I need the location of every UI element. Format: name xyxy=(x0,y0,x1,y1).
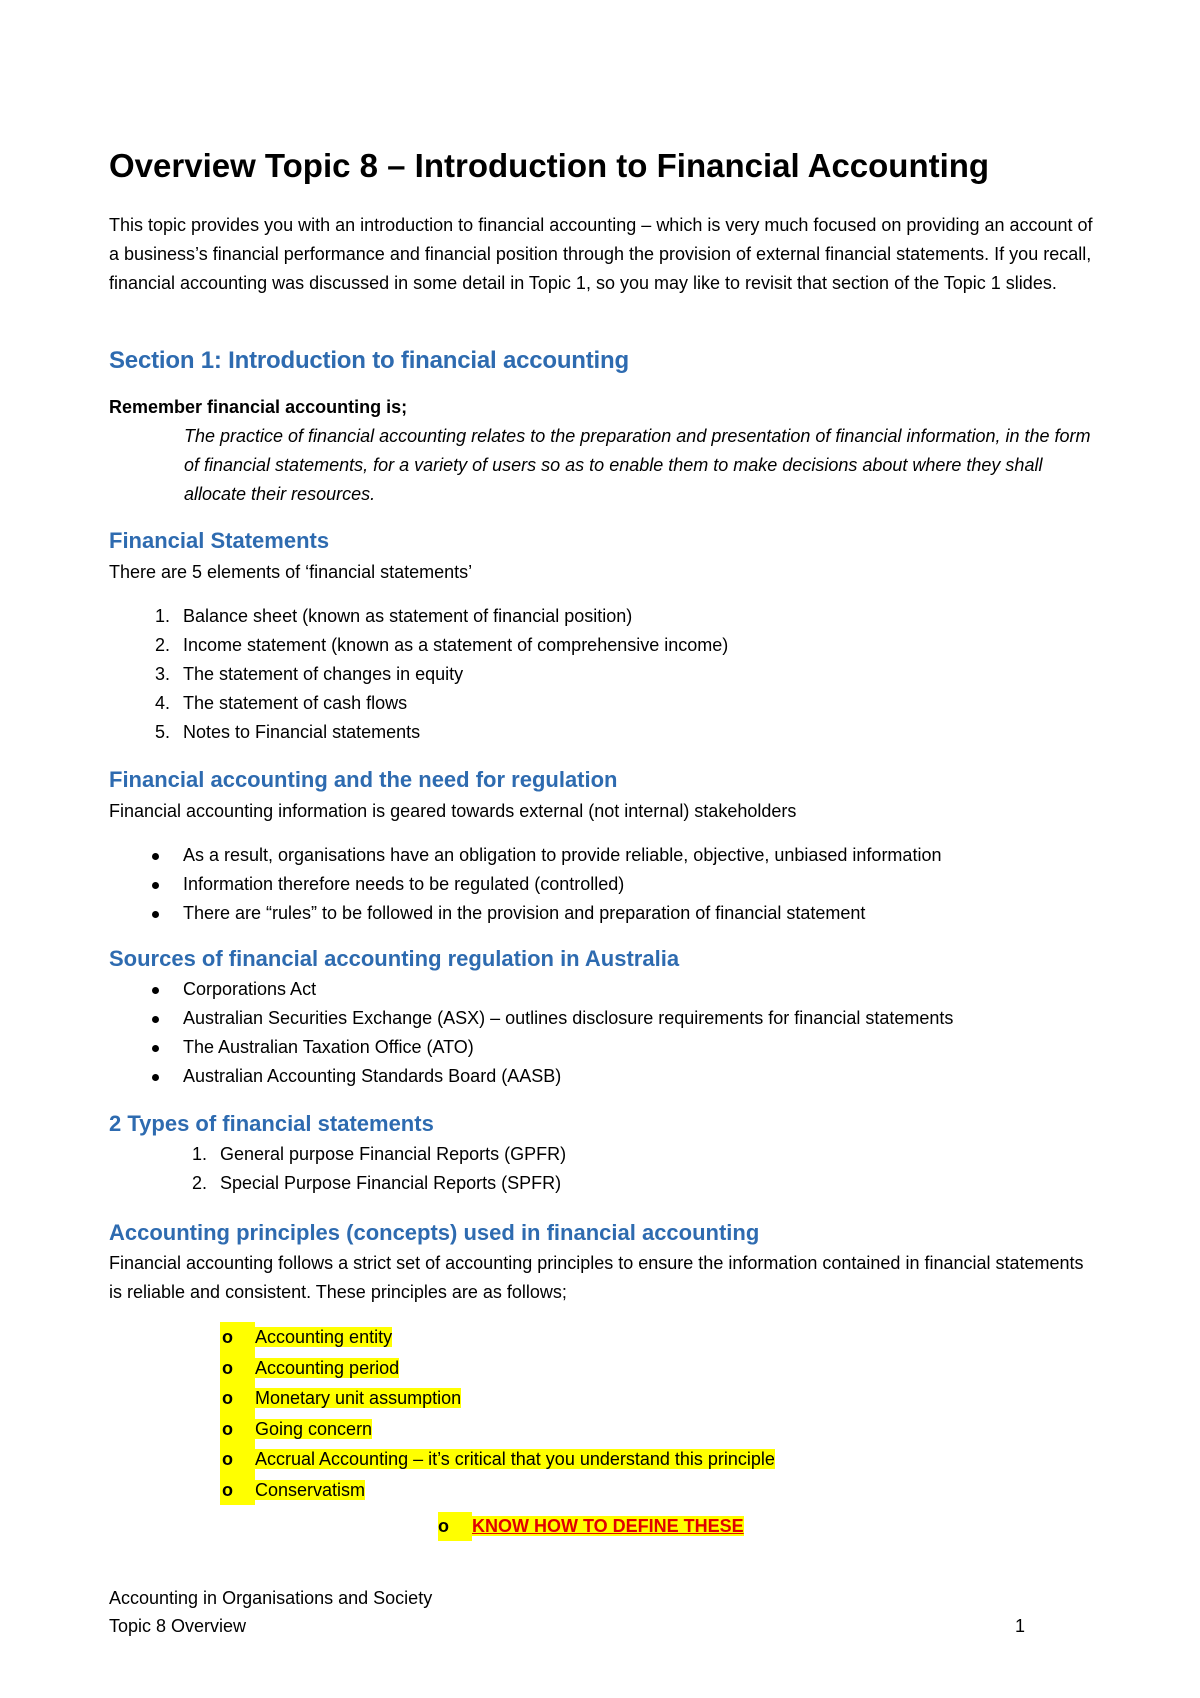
bullet-icon xyxy=(152,1045,159,1052)
list-number: 5. xyxy=(154,722,170,742)
page-number: 1 xyxy=(1015,1616,1026,1636)
principles-lead: Financial accounting follows a strict set of accounting principles to ensure the information contained in financial statements is reliable and consistent. These principles are as follows; xyxy=(109,1253,1084,1302)
list-item-text: The statement of cash flows xyxy=(183,693,408,713)
list-item xyxy=(222,1475,775,1506)
list-item xyxy=(183,1062,953,1091)
list-item xyxy=(183,899,941,928)
list-item xyxy=(191,1140,567,1169)
list-item-text: There are “rules” to be followed in the provision and preparation of financial statement xyxy=(183,903,866,923)
remember-label: Remember financial accounting is; xyxy=(109,397,408,417)
list-item xyxy=(222,1414,775,1445)
page-title: Overview Topic 8 – Introduction to Financial Accounting xyxy=(109,147,990,184)
list-item xyxy=(154,602,728,631)
list-item-text: Notes to Financial statements xyxy=(183,722,421,742)
list-item-text: Going concern xyxy=(255,1418,373,1439)
list-item-text: General purpose Financial Reports (GPFR) xyxy=(220,1144,567,1164)
definition-quote: The practice of financial accounting relates to the preparation and presentation of financial information, in the form of financial statements, for a variety of users so as to enable them to make decisions about where they shall allocate their resources. xyxy=(184,426,1091,504)
footer-doc-name: Topic 8 Overview xyxy=(109,1616,247,1636)
list-item xyxy=(222,1444,775,1475)
bullet-icon xyxy=(152,911,159,918)
bullet-icon xyxy=(152,987,159,994)
list-item xyxy=(222,1383,775,1414)
list-item-text: As a result, organisations have an obligation to provide reliable, objective, unbiased information xyxy=(183,845,942,865)
page-footer xyxy=(109,1584,432,1640)
define-note xyxy=(438,1512,744,1541)
bullet-icon xyxy=(152,1016,159,1023)
list-item-text: The statement of changes in equity xyxy=(183,664,464,684)
types-list xyxy=(191,1140,567,1198)
list-item-text: Accounting period xyxy=(255,1357,400,1378)
list-item-text: Special Purpose Financial Reports (SPFR) xyxy=(220,1173,562,1193)
bullet-icon xyxy=(152,1074,159,1081)
hollow-bullet-icon: o xyxy=(220,1322,255,1353)
list-number: 2. xyxy=(154,635,170,655)
list-item-text: Monetary unit assumption xyxy=(255,1388,462,1408)
list-item xyxy=(154,689,728,718)
list-item xyxy=(154,718,728,747)
section1-heading: Section 1: Introduction to financial accounting xyxy=(109,347,629,374)
list-item xyxy=(222,1322,775,1353)
hollow-bullet-icon: o xyxy=(438,1512,472,1541)
principles-heading: Accounting principles (concepts) used in financial accounting xyxy=(109,1220,760,1245)
hollow-bullet-icon: o xyxy=(220,1444,255,1475)
list-number: 1. xyxy=(191,1144,207,1164)
hollow-bullet-icon: o xyxy=(220,1353,255,1384)
list-item-text: Australian Accounting Standards Board (AASB) xyxy=(183,1066,562,1086)
list-item xyxy=(154,660,728,689)
footer-course-name: Accounting in Organisations and Society xyxy=(109,1588,433,1608)
define-note-text: KNOW HOW TO DEFINE THESE xyxy=(472,1516,744,1536)
list-item xyxy=(183,870,941,899)
bullet-icon xyxy=(152,853,159,860)
list-item xyxy=(183,1033,953,1062)
list-item xyxy=(191,1169,566,1198)
list-item-text: Accrual Accounting – it’s critical that you understand this principle xyxy=(255,1449,775,1469)
list-item xyxy=(222,1353,775,1384)
list-item-text: Corporations Act xyxy=(183,979,317,999)
list-item-text: Australian Securities Exchange (ASX) – outlines disclosure requirements for financial statements xyxy=(183,1008,954,1028)
list-item-text: Income statement (known as a statement of comprehensive income) xyxy=(183,635,729,655)
financial-statements-lead: There are 5 elements of ‘financial statements’ xyxy=(109,562,473,582)
list-item-text: Information therefore needs to be regulated (controlled) xyxy=(183,874,625,894)
principles-list xyxy=(222,1322,775,1505)
list-item xyxy=(183,975,953,1004)
list-item xyxy=(183,841,941,870)
sources-list xyxy=(183,975,953,1091)
bullet-icon xyxy=(152,882,159,889)
regulation-list xyxy=(183,841,941,928)
list-item-text: The Australian Taxation Office (ATO) xyxy=(183,1037,474,1057)
list-item xyxy=(183,1004,953,1033)
list-item-text: Accounting entity xyxy=(255,1327,393,1347)
list-number: 4. xyxy=(154,693,170,713)
hollow-bullet-icon: o xyxy=(220,1414,255,1445)
list-item-text: Conservatism xyxy=(255,1479,366,1500)
intro-paragraph: This topic provides you with an introduction to financial accounting – which is very much focused on providing an account of a business’s financial performance and financial position through the provision of external financial statements. If you recall, financial accounting was discussed in some detail in Topic 1, so you may like to revisit that section of the Topic 1 slides. xyxy=(109,215,1093,293)
list-item-text: Balance sheet (known as statement of financial position) xyxy=(183,606,633,626)
list-number: 1. xyxy=(154,606,170,626)
types-heading: 2 Types of financial statements xyxy=(109,1111,434,1136)
list-number: 2. xyxy=(191,1173,207,1193)
financial-statements-list xyxy=(154,602,729,747)
regulation-heading: Financial accounting and the need for regulation xyxy=(109,767,618,792)
regulation-lead: Financial accounting information is geared towards external (not internal) stakeholders xyxy=(109,801,797,821)
sources-heading: Sources of financial accounting regulation in Australia xyxy=(109,946,680,971)
hollow-bullet-icon: o xyxy=(220,1475,255,1506)
list-number: 3. xyxy=(154,664,170,684)
list-item xyxy=(154,631,729,660)
hollow-bullet-icon: o xyxy=(220,1383,255,1414)
financial-statements-heading: Financial Statements xyxy=(109,528,330,553)
